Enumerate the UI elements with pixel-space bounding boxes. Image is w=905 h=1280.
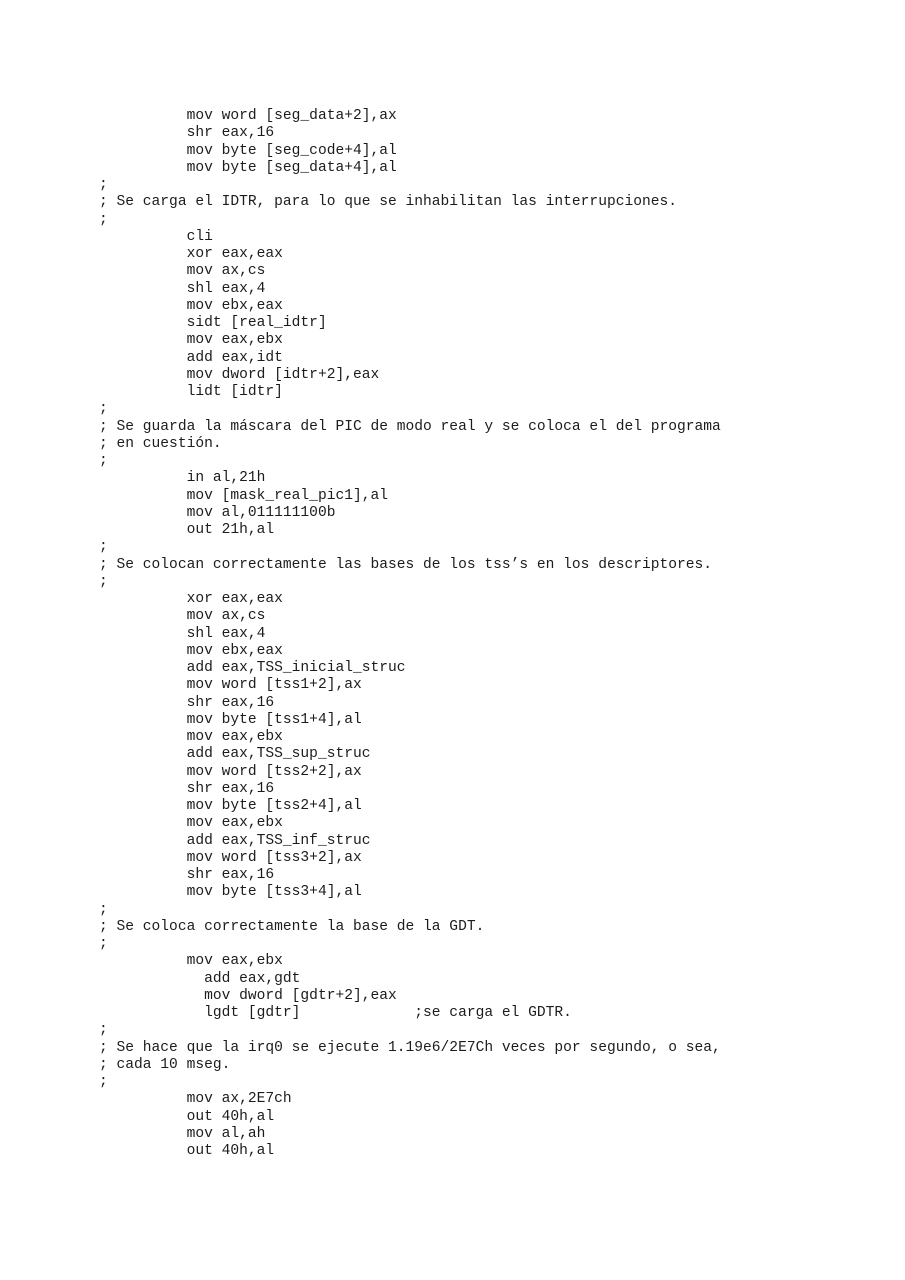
code-line: out 40h,al (99, 1143, 275, 1159)
code-line: shr eax,16 (99, 780, 275, 797)
code-line: mov al,ah (99, 1125, 266, 1142)
code-line: mov [mask_real_pic1],al (99, 487, 389, 504)
code-line: mov word [tss3+2],ax (99, 849, 362, 866)
code-line: lidt [idtr] (99, 384, 283, 400)
code-line: lgdt [gdtr] ;se carga el GDTR. (99, 1005, 572, 1021)
code-line: xor eax,eax (99, 591, 283, 607)
code-line: shr eax,16 (99, 867, 275, 883)
comment-line: ; cada 10 mseg. (99, 1056, 231, 1073)
comment-line: ; Se colocan correctamente las bases de los tss’s en los descriptores. (99, 556, 713, 573)
code-line: mov word [seg_data+2],ax (99, 108, 397, 124)
comment-line: ; Se guarda la máscara del PIC de modo real y se coloca el del programa (99, 418, 721, 435)
code-line: mov byte [tss1+4],al (99, 711, 362, 728)
comment-line: ; (99, 177, 108, 193)
code-line: sidt [real_idtr] (99, 315, 327, 331)
code-line: mov ebx,eax (99, 297, 283, 314)
code-line: mov word [tss2+2],ax (99, 763, 362, 780)
code-line: mov al,011111100b (99, 504, 336, 521)
code-line: mov eax,ebx (99, 953, 283, 970)
code-line: mov eax,ebx (99, 815, 283, 832)
comment-line: ; (99, 936, 108, 952)
code-line: mov byte [seg_data+4],al (99, 159, 397, 176)
code-line: mov dword [idtr+2],eax (99, 366, 380, 383)
code-line: cli (99, 228, 213, 245)
code-line: shr eax,16 (99, 125, 275, 142)
comment-line: ; (99, 1022, 108, 1039)
code-line: mov ax,2E7ch (99, 1091, 292, 1108)
code-line: shr eax,16 (99, 694, 275, 711)
code-line: add eax,TSS_inf_struc (99, 832, 371, 849)
code-line: mov ax,cs (99, 263, 266, 280)
code-line: shl eax,4 (99, 280, 266, 297)
code-line: mov dword [gdtr+2],eax (99, 987, 397, 1004)
code-line: mov eax,ebx (99, 729, 283, 745)
code-line: in al,21h (99, 470, 266, 487)
code-line: mov byte [seg_code+4],al (99, 142, 397, 159)
code-line: mov byte [tss2+4],al (99, 798, 362, 814)
code-line: add eax,TSS_sup_struc (99, 746, 371, 763)
comment-line: ; (99, 401, 108, 418)
comment-line: ; (99, 539, 108, 556)
comment-line: ; en cuestión. (99, 435, 222, 452)
comment-line: ; (99, 1074, 108, 1090)
comment-line: ; (99, 453, 108, 469)
code-line: mov ax,cs (99, 608, 266, 625)
code-line: xor eax,eax (99, 246, 283, 262)
code-line: add eax,TSS_inicial_struc (99, 660, 406, 676)
code-line: add eax,idt (99, 349, 283, 366)
code-line: out 40h,al (99, 1108, 275, 1125)
comment-line: ; (99, 573, 108, 590)
comment-line: ; (99, 211, 108, 228)
code-line: mov byte [tss3+4],al (99, 884, 362, 901)
code-line: shl eax,4 (99, 625, 266, 642)
code-line: mov ebx,eax (99, 642, 283, 659)
code-line: mov eax,ebx (99, 332, 283, 349)
comment-line: ; Se carga el IDTR, para lo que se inhabilitan las interrupciones. (99, 194, 678, 211)
code-line: add eax,gdt (99, 970, 301, 987)
comment-line: ; Se coloca correctamente la base de la GDT. (99, 918, 485, 935)
comment-line: ; (99, 901, 108, 918)
comment-line: ; Se hace que la irq0 se ejecute 1.19e6/2E7Ch veces por segundo, o sea, (99, 1039, 721, 1056)
assembly-code-listing (99, 108, 721, 1160)
code-line: mov word [tss1+2],ax (99, 677, 362, 694)
code-line: out 21h,al (99, 522, 275, 538)
